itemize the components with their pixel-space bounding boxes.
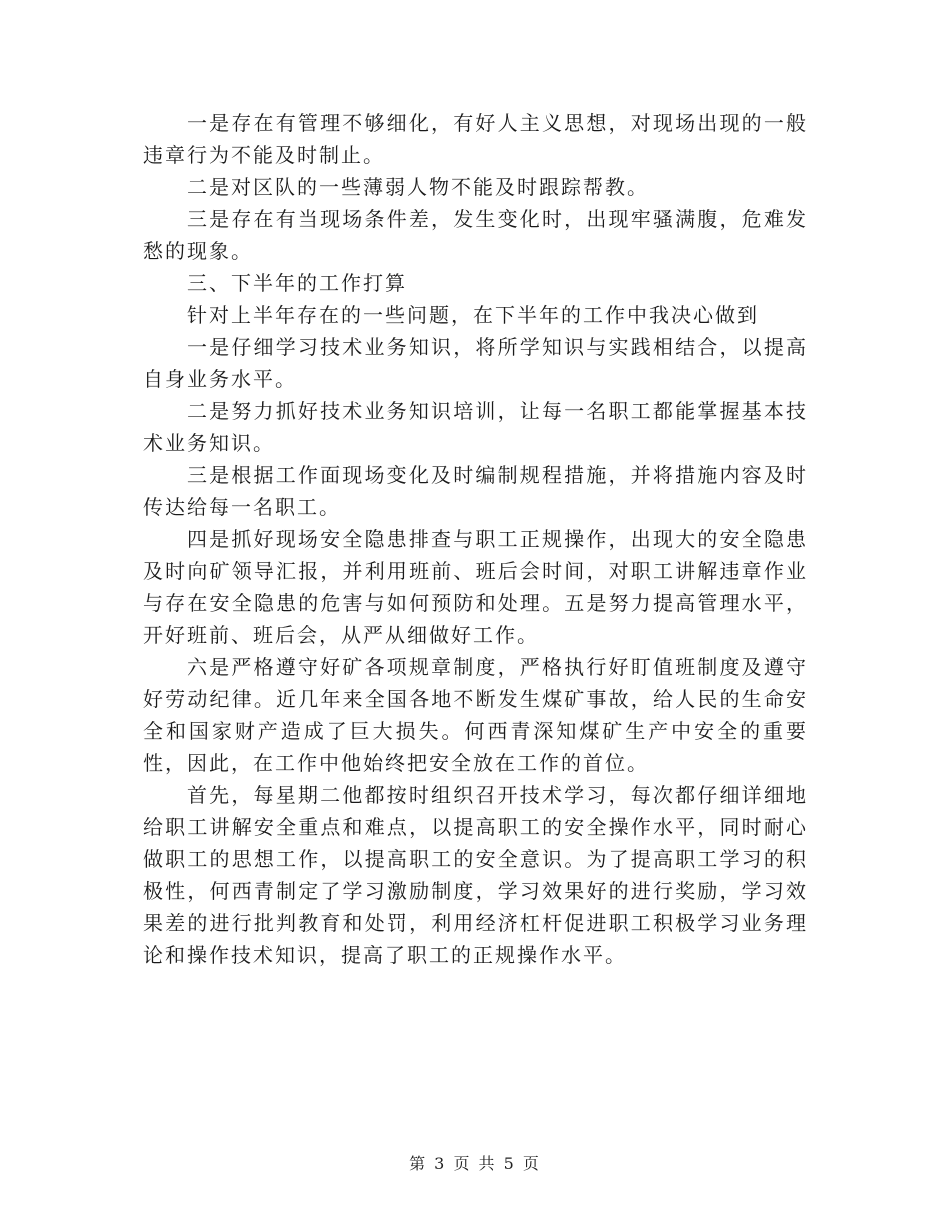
- paragraph-1: 一是存在有管理不够细化，有好人主义思想，对现场出现的一般违章行为不能及时制止。: [143, 111, 808, 167]
- paragraph-intro: 针对上半年存在的一些问题，在下半年的工作中我决心做到: [187, 303, 759, 327]
- paragraph-first: 首先，每星期二他都按时组织召开技术学习，每次都仔细详细地给职工讲解安全重点和难点，以提高职工的安全操作水平，同时耐心做职工的思想工作，以提高职工的安全意识。为了提高职工学习的积极性，何西青制定了学习激励制度，学习效果好的进行奖励，学习效果差的进行批判教育和处罚，利用经济杠杆促进职工积极学习业务理论和操作技术知识，提高了职工的正规操作水平。: [143, 783, 808, 967]
- paragraph-2: 二是对区队的一些薄弱人物不能及时跟踪帮教。: [187, 175, 649, 199]
- paragraph-plan-3: 三是根据工作面现场变化及时编制规程措施，并将措施内容及时传达给每一名职工。: [143, 463, 808, 519]
- document-body: [143, 107, 808, 971]
- section-heading: 三、下半年的工作打算: [187, 271, 407, 295]
- paragraph-plan-2: 二是努力抓好技术业务知识培训，让每一名职工都能掌握基本技术业务知识。: [143, 399, 808, 455]
- paragraph-plan-6: 六是严格遵守好矿各项规章制度，严格执行好盯值班制度及遵守好劳动纪律。近几年来全国各地不断发生煤矿事故，给人民的生命安全和国家财产造成了巨大损失。何西青深知煤矿生产中安全的重要性，因此，在工作中他始终把安全放在工作的首位。: [143, 655, 808, 775]
- paragraph-plan-1: 一是仔细学习技术业务知识，将所学知识与实践相结合，以提高自身业务水平。: [143, 335, 808, 391]
- paragraph-3: 三是存在有当现场条件差，发生变化时，出现牢骚满腹，危难发愁的现象。: [143, 207, 808, 263]
- page-number-footer: 第 3 页 共 5 页: [409, 1154, 541, 1173]
- paragraph-plan-4-5: 四是抓好现场安全隐患排查与职工正规操作，出现大的安全隐患及时向矿领导汇报，并利用班前、班后会时间，对职工讲解违章作业与存在安全隐患的危害与如何预防和处理。五是努力提高管理水平，开好班前、班后会，从严从细做好工作。: [143, 527, 808, 647]
